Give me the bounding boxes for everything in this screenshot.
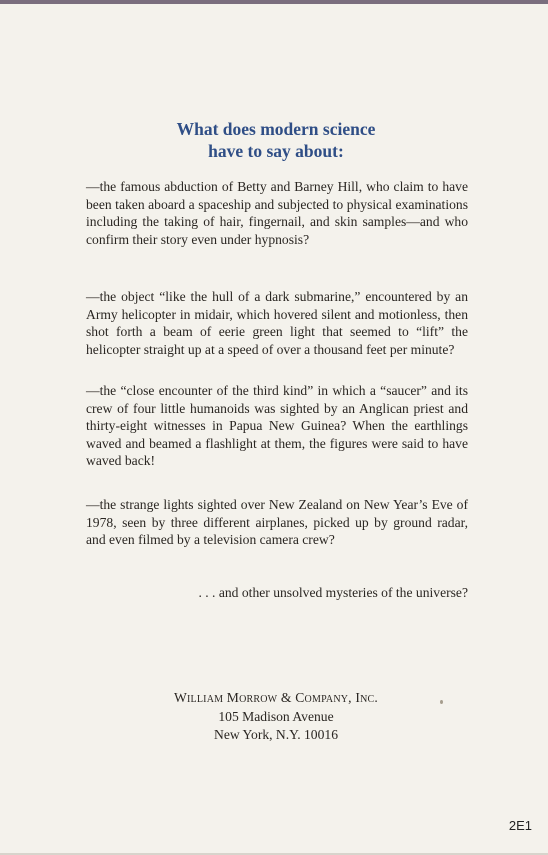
publisher-city: New York, N.Y. 10016: [214, 727, 338, 742]
cover-top-edge: [0, 0, 548, 4]
heading: [0, 118, 548, 162]
paragraph-helicopter-encounter: —the object “like the hull of a dark submarine,” encountered by an Army helicopter in midair, which hovered silent and motionless, then shot forth a beam of eerie green light that seemed to “lift” the helicopter straight up at a speed of over a thousand feet per minute?: [86, 289, 468, 357]
paragraph-papua-new-guinea: —the “close encounter of the third kind” in which a “saucer” and its crew of four little humanoids was sighted by an Anglican priest and thirty-eight witnesses in Papua New Guinea? When the earthlings waved and beamed a flashlight at them, the figures were said to have waved back!: [86, 383, 468, 469]
publisher-street: 105 Madison Avenue: [218, 708, 334, 724]
heading-line-2: have to say about:: [208, 141, 344, 161]
paper-speck: [440, 700, 443, 704]
heading-line-1: What does modern science: [176, 119, 376, 139]
publisher-name: William Morrow & Company, Inc.: [173, 690, 378, 705]
paragraph-new-zealand-lights: —the strange lights sighted over New Zealand on New Year’s Eve of 1978, seen by three different airplanes, picked up by ground radar, and even filmed by a television camera crew?: [86, 497, 468, 548]
closing-line: . . . and other unsolved mysteries of the universe?: [198, 585, 468, 600]
paragraph-hill-abduction: —the famous abduction of Betty and Barney Hill, who claim to have been taken aboard a spaceship and subjected to physical examinations including the taking of hair, fingernail, and skin samples—and who confirm their story even under hypnosis?: [86, 179, 468, 247]
catalog-code: 2E1: [508, 818, 532, 833]
publisher-block: [0, 689, 548, 745]
